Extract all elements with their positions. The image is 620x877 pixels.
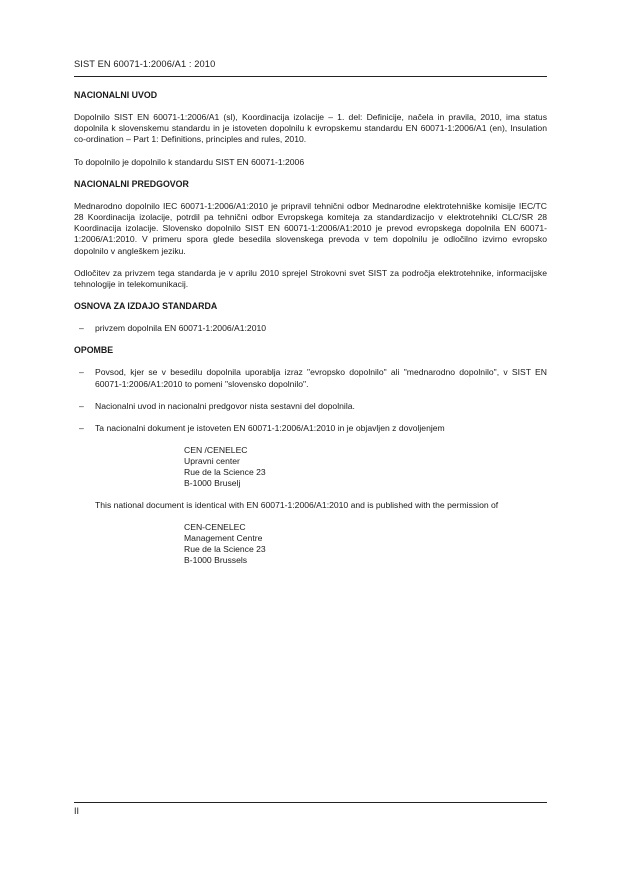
address-line: Management Centre bbox=[184, 533, 263, 544]
note-english: This national document is identical with EN 60071-1:2006/A1:2010 and is published with the permission of bbox=[95, 500, 499, 511]
list-item: – Nacionalni uvod in nacionalni predgovor nista sestavni del dopolnila. bbox=[74, 401, 547, 412]
opombe-list bbox=[74, 367, 547, 434]
address-line: CEN /CENELEC bbox=[184, 445, 248, 456]
footer-divider bbox=[74, 802, 547, 803]
section-opombe bbox=[74, 345, 547, 566]
paragraph-predgovor-1: Mednarodno dopolnilo IEC 60071-1:2006/A1:2010 je pripravil tehnični odbor Mednarodne elektrotehniške komisije IEC/TC 28 Koordinacija izolacije, potrdil pa tehnični odbor Evropskega komiteja za standardizacijo v elektrotehniki CLC/SR 28 Koordinacija izolacije. Slovensko dopolnilo SIST EN 60071-1:2006/A1:2010 je prevod evropskega dopolnila EN 60071-1:2006/A1:2010. V primeru spora glede besedila slovenskega prevoda v tem dopolnilu je odločilno izvirno evropsko dopolnilo v angleškem jeziku. bbox=[74, 200, 547, 256]
document-page bbox=[74, 0, 547, 877]
address-line: B-1000 Brussels bbox=[184, 555, 248, 566]
address-line: Upravni center bbox=[184, 456, 240, 467]
page-content bbox=[74, 90, 547, 577]
page-header: SIST EN 60071-1:2006/A1 : 2010 bbox=[74, 59, 216, 69]
osnova-list bbox=[74, 323, 547, 334]
paragraph-uvod-2: To dopolnilo je dopolnilo k standardu SIST EN 60071-1:2006 bbox=[74, 156, 305, 167]
header-divider bbox=[74, 76, 547, 77]
address-block-en bbox=[184, 522, 547, 566]
list-item: – Povsod, kjer se v besedilu dopolnila uporablja izraz "evropsko dopolnilo" ali "mednarodno dopolnilo", v SIST EN 60071-1:2006/A1:2010 to pomeni "slovensko dopolnilo". bbox=[74, 367, 547, 389]
address-block-sl bbox=[184, 445, 547, 489]
list-item: – privzem dopolnila EN 60071-1:2006/A1:2010 bbox=[74, 323, 547, 334]
section-nacionalni-uvod bbox=[74, 90, 547, 168]
heading-nacionalni-predgovor: NACIONALNI PREDGOVOR bbox=[74, 178, 189, 189]
section-osnova bbox=[74, 301, 547, 334]
page-number: II bbox=[74, 806, 80, 816]
address-line: CEN-CENELEC bbox=[184, 522, 246, 533]
address-line: B-1000 Bruselj bbox=[184, 478, 241, 489]
paragraph-uvod-1: Dopolnilo SIST EN 60071-1:2006/A1 (sl), Koordinacija izolacije – 1. del: Definicije, načela in pravila, 2010, ima status dopolnila k slovenskemu standardu in je istoveten dopolnilu k evropskemu standardu EN 60071-1:2006/A1 (en), Insulation co-ordination – Part 1: Definitions, principles and rules, 2010. bbox=[74, 112, 547, 145]
address-line: Rue de la Science 23 bbox=[184, 544, 266, 555]
address-line: Rue de la Science 23 bbox=[184, 467, 266, 478]
heading-opombe: OPOMBE bbox=[74, 345, 114, 356]
heading-osnova: OSNOVA ZA IZDAJO STANDARDA bbox=[74, 301, 218, 312]
paragraph-predgovor-2: Odločitev za privzem tega standarda je v aprilu 2010 sprejel Strokovni svet SIST za področja elektrotehnike, informacijske tehnologije in telekomunikacij. bbox=[74, 267, 547, 290]
heading-nacionalni-uvod: NACIONALNI UVOD bbox=[74, 90, 158, 100]
section-nacionalni-predgovor bbox=[74, 179, 547, 290]
list-item: – Ta nacionalni dokument je istoveten EN 60071-1:2006/A1:2010 in je objavljen z dovoljenjem bbox=[74, 423, 547, 434]
